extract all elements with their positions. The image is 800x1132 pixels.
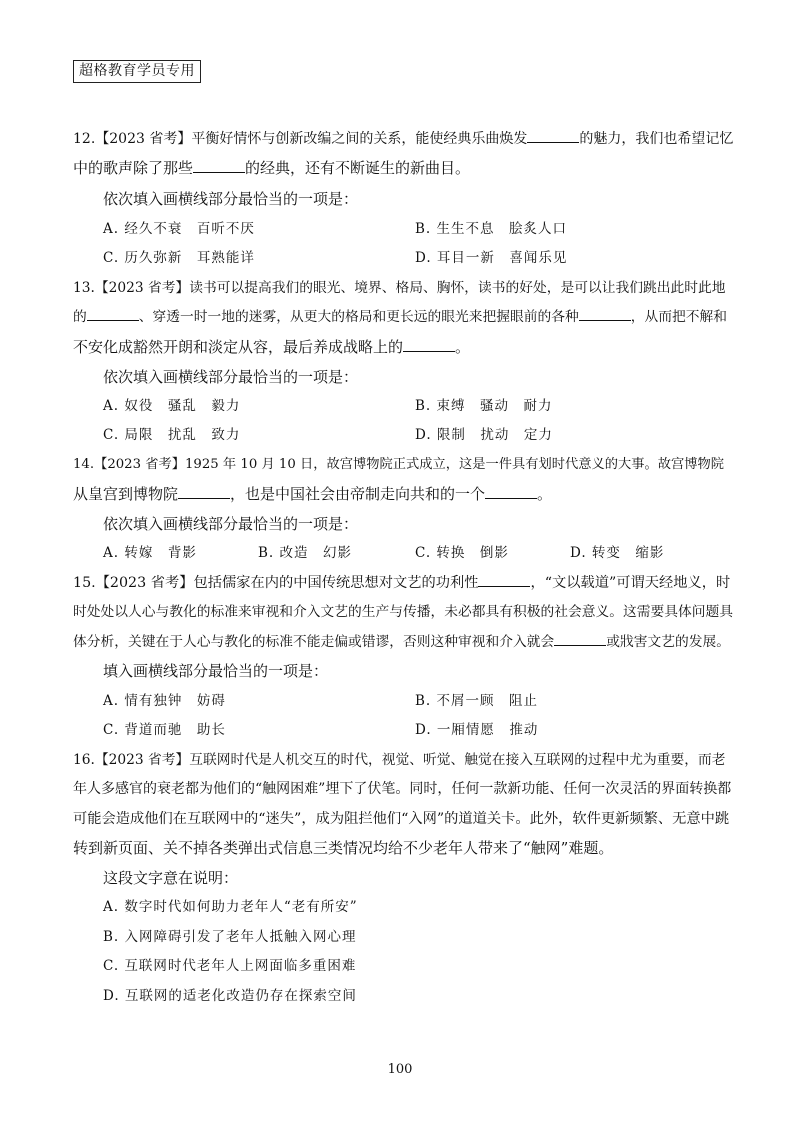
question-text: 的经典，还有不断诞生的新曲目。 [245, 159, 471, 177]
question-text: ，从而把不解和 [630, 309, 728, 325]
question-15-line-3 [73, 631, 730, 653]
question-text: 、穿透一时一地的迷雾，从更大的格局和更长远的眼光来把握眼前的各种 [138, 309, 579, 325]
question-text: 12.【2023 省考】平衡好情怀与创新改编之间的关系，能使经典乐曲焕发 [73, 131, 528, 147]
question-text: 的魅力，我们也希望记忆 [579, 131, 734, 147]
option-b: B. 入网障碍引发了老年人抵触入网心理 [103, 929, 357, 945]
question-13-line-3 [73, 336, 470, 358]
question-13-prompt: 依次填入画横线部分最恰当的一项是： [103, 368, 359, 386]
question-text: ，也是中国社会由帝制走向共和的一个 [230, 485, 486, 503]
option-a: A. 转嫁 背影 [103, 545, 197, 561]
page-number: 100 [387, 1062, 413, 1077]
option-b: B. 生生不息 脍炙人口 [415, 221, 568, 237]
option-c: C. 局限 扰乱 致力 [103, 427, 241, 443]
question-text: 的 [73, 309, 87, 325]
fill-blank [485, 498, 537, 499]
option-b: B. 不屑一顾 阻止 [415, 693, 539, 709]
option-c: C. 互联网时代老年人上网面临多重困难 [103, 958, 357, 974]
fill-blank [579, 320, 631, 321]
fill-blank [87, 320, 139, 321]
question-12-line-2 [73, 157, 470, 179]
fill-blank [554, 645, 606, 646]
watermark-stamp: 超格教育学员专用 [73, 60, 201, 83]
option-d: D. 限制 扰动 定力 [415, 427, 553, 443]
question-15-line-1 [73, 572, 730, 594]
question-text: 中的歌声除了那些 [73, 159, 194, 177]
option-d: D. 转变 缩影 [570, 545, 665, 561]
fill-blank [178, 498, 230, 499]
question-12-line-1 [73, 128, 733, 150]
question-text: 不安化成豁然开朗和淡定从容，最后养成战略上的 [73, 338, 404, 356]
question-15-line-2: 时处处以人心与教化的标准来审视和介入文艺的生产与传播，未必都具有积极的社会意义。这需要具体问题具 [73, 604, 734, 620]
question-16-line-4: 转到新页面、关不掉各类弹出式信息三类情况均给不少老年人带来了“触网”难题。 [73, 839, 614, 857]
question-14-line-2 [73, 483, 552, 505]
fill-blank [527, 142, 579, 143]
option-c: C. 转换 倒影 [415, 545, 509, 561]
question-12-prompt: 依次填入画横线部分最恰当的一项是： [103, 190, 359, 208]
option-b: B. 束缚 骚动 耐力 [415, 398, 553, 414]
option-a: A. 经久不衰 百听不厌 [103, 221, 255, 237]
question-text: 。 [537, 485, 553, 503]
question-13-line-1: 13.【2023 省考】读书可以提高我们的眼光、境界、格局、胸怀，读书的好处，是可以让我们跳出此时此地 [73, 280, 726, 296]
option-a: A. 情有独钟 妨碍 [103, 693, 226, 709]
question-text: 15.【2023 省考】包括儒家在内的中国传统思想对文艺的功利性 [73, 575, 479, 591]
option-c: C. 历久弥新 耳熟能详 [103, 250, 255, 266]
question-16-line-1: 16.【2023 省考】互联网时代是人机交互的时代，视觉、听觉、触觉在接入互联网的过程中尤为重要，而老 [73, 752, 726, 768]
question-13-line-2 [73, 306, 727, 328]
option-d: D. 一厢情愿 推动 [415, 722, 539, 738]
option-b: B. 改造 幻影 [258, 545, 353, 561]
option-d: D. 耳目一新 喜闻乐见 [415, 250, 568, 266]
fill-blank [403, 351, 455, 352]
question-14-line-1: 14.【2023 省考】1925 年 10 月 10 日，故宫博物院正式成立，这是一件具有划时代意义的大事。故宫博物院 [73, 457, 725, 472]
question-text: 。 [455, 338, 471, 356]
question-text: 从皇宫到博物院 [73, 485, 179, 503]
question-text: 体分析，关键在于人心与教化的标准不能走偏或错谬，否则这种审视和介入就会 [73, 634, 555, 650]
question-16-prompt: 这段文字意在说明： [103, 869, 239, 887]
fill-blank [478, 586, 530, 587]
question-16-line-2: 年人多感官的衰老都为他们的“触网困难”埋下了伏笔。同时，任何一款新功能、任何一次灵活的界面转换都 [73, 781, 732, 797]
question-15-prompt: 填入画横线部分最恰当的一项是： [103, 662, 329, 680]
question-text: 或戕害文艺的发展。 [606, 634, 731, 650]
option-a: A. 数字时代如何助力老年人“老有所安” [103, 899, 358, 915]
option-a: A. 奴役 骚乱 毅力 [103, 398, 241, 414]
option-d: D. 互联网的适老化改造仍存在探索空间 [103, 988, 357, 1004]
question-14-prompt: 依次填入画横线部分最恰当的一项是： [103, 515, 359, 533]
option-c: C. 背道而驰 助长 [103, 722, 226, 738]
fill-blank [193, 172, 245, 173]
question-16-line-3: 可能会造成他们在互联网中的“迷失”，成为阻拦他们“入网”的道道关卡。此外，软件更新频繁、无意中跳 [73, 811, 730, 827]
question-text: ，“文以载道”可谓天经地义，时 [530, 575, 731, 591]
